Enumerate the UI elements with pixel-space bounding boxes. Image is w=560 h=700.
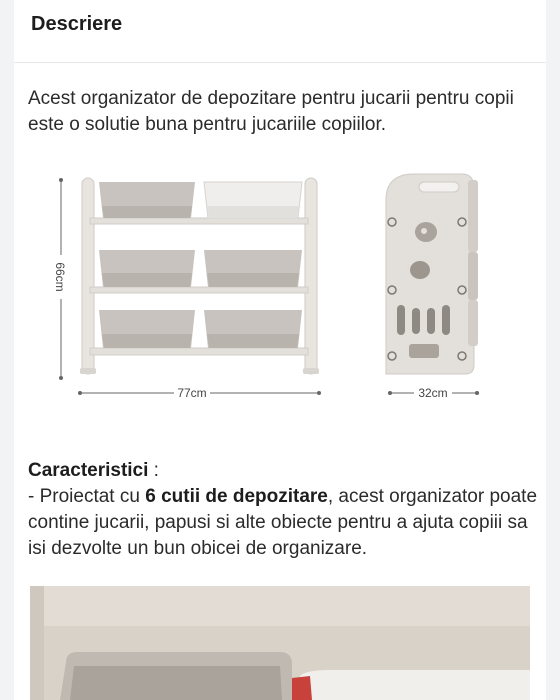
- features-line-rest: , acest organizator poate contine jucarii, papusi si alte obiecte pentru a ajuta copiii sa isi dezvolte un bun obicei de organizare.: [28, 486, 538, 559]
- height-label: 66cm: [53, 262, 67, 292]
- intro-paragraph: Acest organizator de depozitare pentru jucarii pentru copii este o solutie buna pentru jucariile copiilor.: [28, 88, 514, 135]
- section-title: Descriere: [31, 13, 123, 35]
- features-heading: Caracteristici: [28, 460, 149, 481]
- description-card: [14, 0, 546, 700]
- organizer-front-view: [80, 178, 319, 374]
- product-photo: [30, 586, 530, 700]
- features-heading-suffix: :: [148, 460, 159, 481]
- product-dimension-diagram: [14, 160, 546, 410]
- width-label: 77cm: [177, 386, 207, 400]
- features-line-prefix: - Proiectat cu: [28, 486, 146, 507]
- depth-dimension: [388, 385, 479, 401]
- features-highlight: 6 cutii de depozitare: [145, 486, 328, 507]
- width-dimension: [78, 385, 321, 401]
- features-paragraph: [28, 458, 543, 562]
- organizer-side-view: [386, 174, 478, 374]
- card-header: [14, 0, 546, 63]
- depth-label: 32cm: [418, 386, 448, 400]
- height-dimension: [53, 178, 69, 380]
